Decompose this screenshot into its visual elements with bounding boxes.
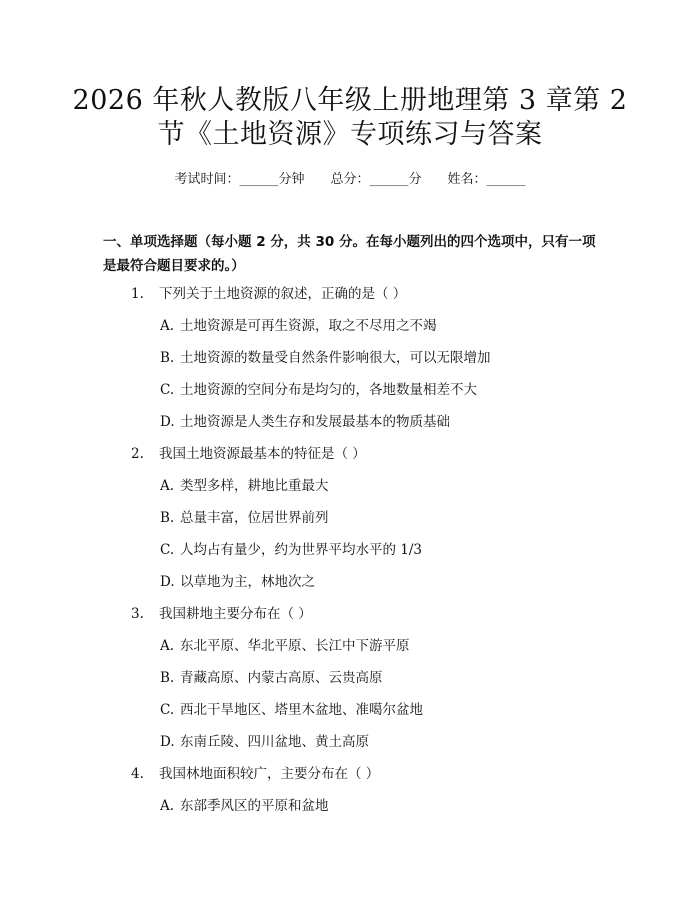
option-text: 以草地为主，林地次之: [180, 574, 315, 590]
option-letter: C.: [160, 702, 175, 718]
page-title-line-1: 2026 年秋人教版八年级上册地理第 3 章第 2: [72, 85, 628, 116]
option-letter: D.: [160, 574, 175, 590]
question-text: 我国耕地主要分布在（ ）: [159, 606, 312, 622]
option-text: 东部季风区的平原和盆地: [180, 798, 329, 814]
question-2-option-a: [160, 474, 329, 494]
question-3-option-d: [160, 730, 369, 750]
question-number: 3.: [131, 606, 144, 622]
question-1-option-d: [160, 410, 450, 430]
question-1: [131, 282, 406, 302]
question-4: [131, 762, 379, 782]
option-text: 西北干旱地区、塔里木盆地、准噶尔盆地: [180, 702, 423, 718]
exam-meta-row: [0, 168, 700, 187]
question-text: 我国土地资源最基本的特征是（ ）: [159, 446, 366, 462]
option-letter: B.: [160, 670, 175, 686]
option-letter: A.: [160, 478, 175, 494]
option-letter: A.: [160, 638, 175, 654]
section-heading: 一、单项选择题（每小题 2 分，共 30 分。在每小题列出的四个选项中，只有一项是最符合题目要求的。）: [103, 234, 596, 274]
question-2: [131, 442, 366, 462]
option-letter: C.: [160, 542, 175, 558]
option-text: 土地资源是人类生存和发展最基本的物质基础: [180, 414, 450, 430]
question-3: [131, 602, 312, 622]
score-blank: ______: [369, 172, 409, 187]
time-blank: ______: [239, 172, 279, 187]
option-letter: A.: [160, 318, 175, 334]
option-letter: B.: [160, 350, 175, 366]
question-3-option-c: [160, 698, 423, 718]
question-number: 1.: [131, 286, 144, 302]
question-3-option-a: [160, 634, 410, 654]
time-unit: 分钟: [278, 172, 305, 187]
option-text: 青藏高原、内蒙古高原、云贵高原: [180, 670, 383, 686]
score-label: 总分：: [330, 172, 370, 187]
question-2-option-b: [160, 506, 329, 526]
option-text: 土地资源的数量受自然条件影响很大，可以无限增加: [180, 350, 491, 366]
score-unit: 分: [408, 172, 422, 187]
option-letter: C.: [160, 382, 175, 398]
option-text: 总量丰富，位居世界前列: [180, 510, 329, 526]
question-number: 4.: [131, 766, 144, 782]
question-2-option-c: [160, 538, 422, 558]
question-1-option-c: [160, 378, 477, 398]
page-title-line-2: 节《土地资源》专项练习与答案: [157, 119, 543, 150]
option-text: 土地资源的空间分布是均匀的，各地数量相差不大: [180, 382, 477, 398]
option-letter: A.: [160, 798, 175, 814]
question-1-option-a: [160, 314, 437, 334]
option-letter: B.: [160, 510, 175, 526]
option-text: 土地资源是可再生资源，取之不尽用之不竭: [180, 318, 437, 334]
question-3-option-b: [160, 666, 383, 686]
question-1-option-b: [160, 346, 491, 366]
name-blank: ______: [486, 172, 526, 187]
question-text: 下列关于土地资源的叙述，正确的是（ ）: [159, 286, 407, 302]
question-2-option-d: [160, 570, 315, 590]
option-letter: D.: [160, 414, 175, 430]
question-4-option-a: [160, 794, 329, 814]
option-text: 东南丘陵、四川盆地、黄土高原: [180, 734, 369, 750]
option-text: 东北平原、华北平原、长江中下游平原: [180, 638, 410, 654]
option-text: 类型多样，耕地比重最大: [180, 478, 329, 494]
option-text: 人均占有量少，约为世界平均水平的 1/3: [180, 542, 423, 558]
option-letter: D.: [160, 734, 175, 750]
question-text: 我国林地面积较广，主要分布在（ ）: [159, 766, 380, 782]
time-label: 考试时间：: [174, 172, 240, 187]
name-label: 姓名：: [447, 172, 487, 187]
question-number: 2.: [131, 446, 144, 462]
